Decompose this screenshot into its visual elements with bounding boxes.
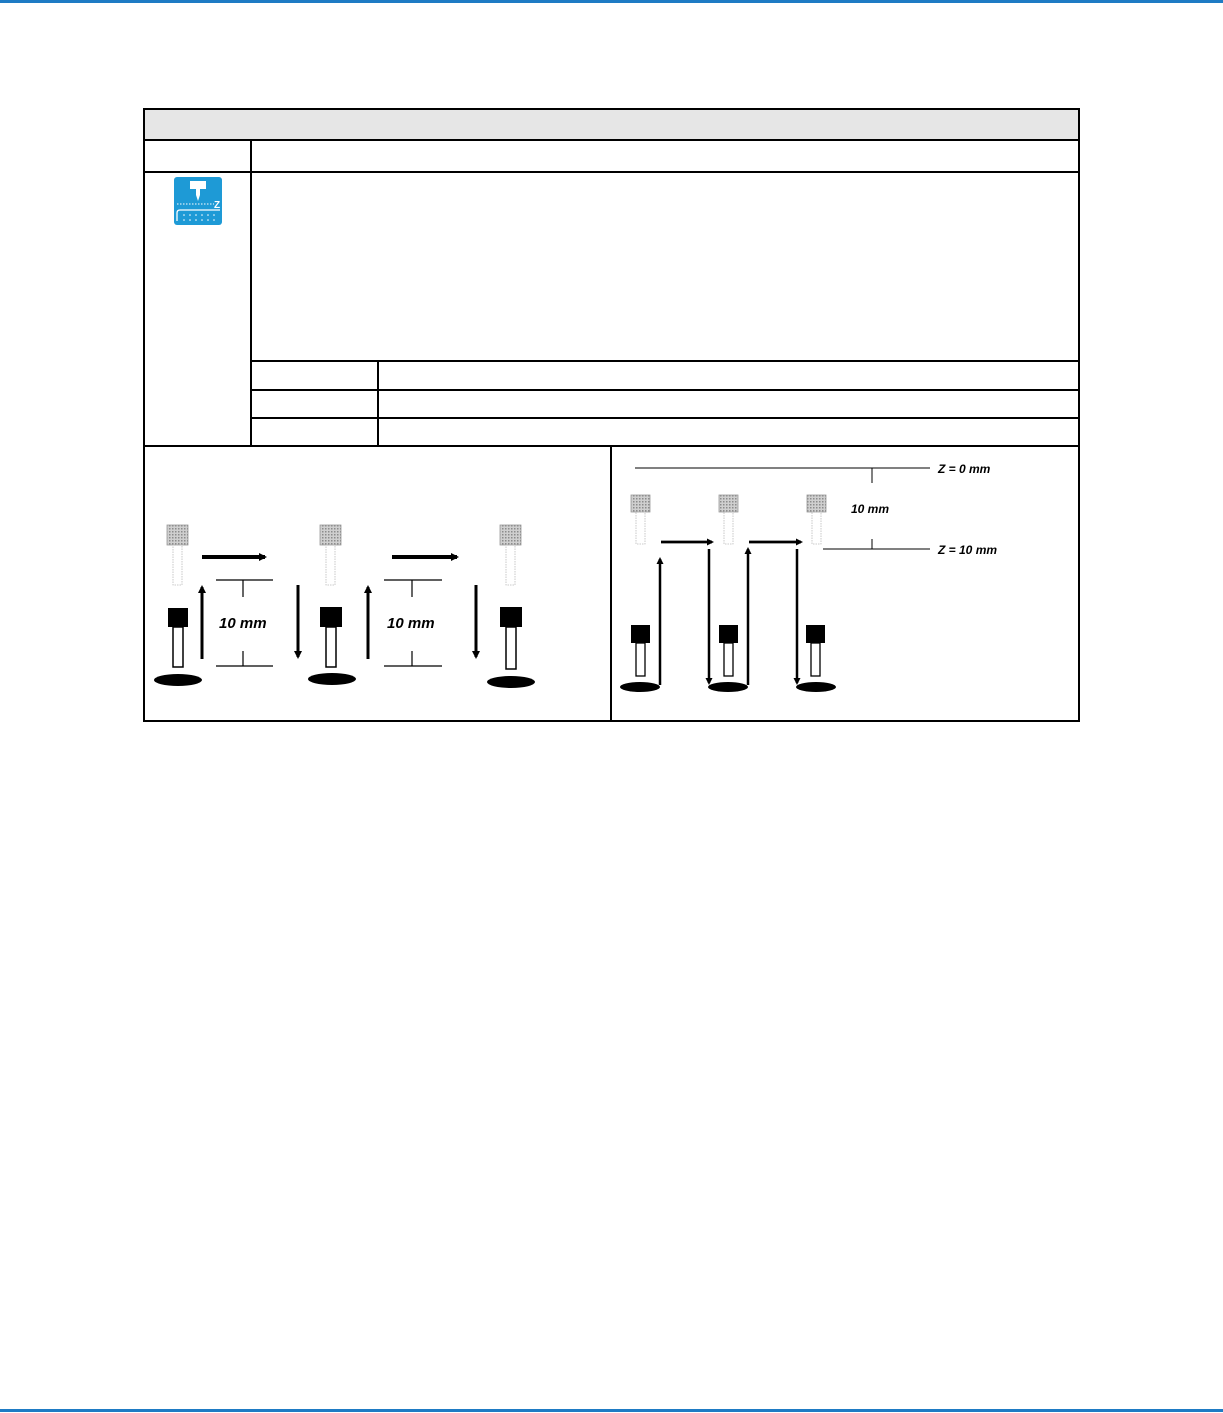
- bottom-accent-rule: [0, 1409, 1223, 1412]
- z-ten-label: Z = 10 mm: [938, 543, 998, 557]
- table-border-top: [143, 108, 1080, 110]
- row-divider-param-1: [251, 389, 1080, 391]
- z-axis-pin-tool-icon: [174, 177, 222, 225]
- svg-text:Z: Z: [214, 200, 221, 211]
- diagram-right-z-levels: [612, 447, 1078, 720]
- z-zero-label: Z = 0 mm: [938, 462, 991, 476]
- row-divider-description: [251, 360, 1080, 362]
- row-divider-param-2: [251, 417, 1080, 419]
- z-distance-label: 10 mm: [851, 502, 890, 516]
- row-divider-labels: [143, 171, 1080, 173]
- row-divider-header: [143, 139, 1080, 141]
- table-border-right: [1078, 108, 1080, 722]
- pin-solid-1: [154, 608, 202, 686]
- pin-ghost-2: [320, 525, 341, 585]
- pin-ghost-3: [500, 525, 521, 585]
- pin-solid-r3: [796, 625, 836, 692]
- diagram-left-sequential-moves: [145, 447, 610, 720]
- distance-label-1: 10 mm: [219, 615, 267, 632]
- pin-solid-r1: [620, 625, 660, 692]
- pin-ghost-r1: [631, 495, 650, 544]
- table-header-band: [145, 110, 1078, 140]
- column-divider-icon: [250, 139, 252, 447]
- pin-solid-2: [308, 607, 356, 685]
- column-divider-params: [377, 360, 379, 447]
- distance-label-2: 10 mm: [387, 615, 435, 632]
- pin-solid-3: [487, 607, 535, 688]
- pin-ghost-r3: [807, 495, 826, 544]
- top-accent-rule: [0, 0, 1223, 3]
- pin-ghost-1: [167, 525, 188, 585]
- pin-solid-r2: [708, 625, 748, 692]
- pin-ghost-r2: [719, 495, 738, 544]
